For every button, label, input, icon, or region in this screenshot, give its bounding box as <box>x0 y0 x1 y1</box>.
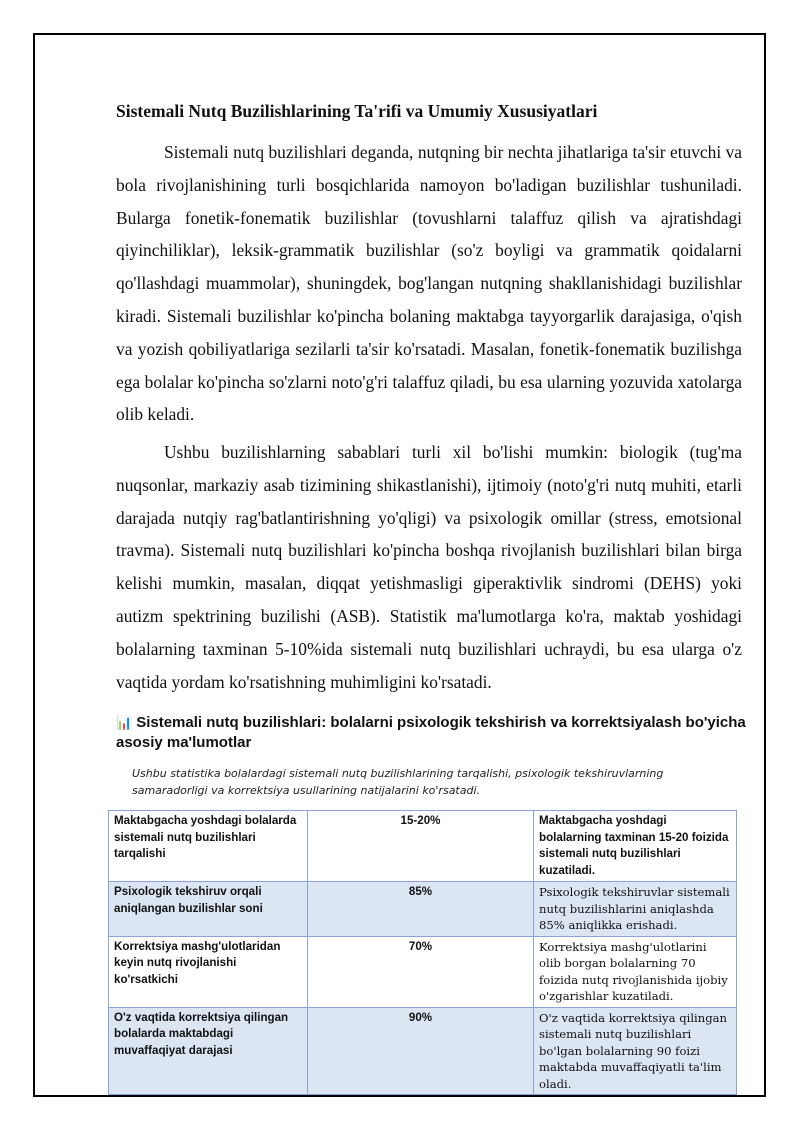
table-row <box>109 936 737 1007</box>
row-value: 15-20% <box>308 811 534 882</box>
row-note: Korrektsiya mashg'ulotlarini olib borgan bolalarning 70 foizida nutq rivojlanishida ijobiy o'zgarishlar kuzatiladi. <box>534 936 737 1007</box>
row-value: 90% <box>308 1007 534 1095</box>
table-row <box>109 882 737 937</box>
row-note: Maktabgacha yoshdagi bolalarning taxminan 15-20 foizida sistemali nutq buzilishlari kuzatiladi. <box>534 811 737 882</box>
row-label: Psixologik tekshiruv orqali aniqlangan buzilishlar soni <box>109 882 308 937</box>
paragraph-definition: Sistemali nutq buzilishlari deganda, nutqning bir nechta jihatlariga ta'sir etuvchi va bola rivojlanishining turli bosqichlarida namoyon bo'ladigan buzilishlar tushuniladi. Bularga fonetik-fonematik buzilishlar (tovushlarni talaffuz qilish va ajratishdagi qiyinchiliklar), leksik-grammatik buzilishlar (so'z boyligi va grammatik qoidalarni qo'llashdagi muammolar), shuningdek, bog'langan nutqning shakllanishidagi buzilishlar kiradi. Sistemali buzilishlar ko'pincha bolaning maktabga tayyorgarlik darajasiga, o'qish va yozish qobiliyatlariga sezilarli ta'sir ko'rsatadi. Masalan, fonetik-fonematik buzilishga ega bolalar ko'pincha so'zlarni noto'g'ri talaffuz qiladi, bu esa ularning yozuvida xatolarga olib keladi. <box>116 142 742 425</box>
stats-title <box>116 713 746 753</box>
row-note: O'z vaqtida korrektsiya qilingan sistemali nutq buzilishlari bo'lgan bolalarning 90 foizi maktabda muvaffaqiyatli ta'lim oladi. <box>534 1007 737 1095</box>
table-row <box>109 811 737 882</box>
stats-description: Ushbu statistika bolalardagi sistemali nutq buzilishlarining tarqalishi, psixologik tekshiruvlarning samaradorligi va korrektsiya usullarining natijalarini ko'rsatadi. <box>132 767 664 797</box>
row-label: O'z vaqtida korrektsiya qilingan bolalarda maktabdagi muvaffaqiyat darajasi <box>109 1007 308 1095</box>
stats-title-text: Sistemali nutq buzilishlari: bolalarni psixologik tekshirish va korrektsiyalash bo'yicha asosiy ma'lumotlar <box>116 714 746 751</box>
section-heading: Sistemali Nutq Buzilishlarining Ta'rifi va Umumiy Xususiyatlari <box>116 101 598 121</box>
row-value: 85% <box>308 882 534 937</box>
row-label: Maktabgacha yoshdagi bolalarda sistemali nutq buzilishlari tarqalishi <box>109 811 308 882</box>
stats-table <box>108 810 737 1095</box>
table-row <box>109 1007 737 1095</box>
row-note: Psixologik tekshiruvlar sistemali nutq buzilishlarini aniqlashda 85% aniqlikka erishadi. <box>534 882 737 937</box>
bar-chart-icon: 📊 <box>116 715 133 730</box>
paragraph-causes: Ushbu buzilishlarning sabablari turli xil bo'lishi mumkin: biologik (tug'ma nuqsonlar, markaziy asab tizimining shikastlanishi), ijtimoiy (noto'g'ri nutq muhiti, etarli darajada nutqiy rag'batlantirishning yo'qligi) va psixologik omillar (stress, emotsional travma). Sistemali nutq buzilishlari ko'pincha boshqa rivojlanish buzilishlari bilan birga kelishi mumkin, masalan, diqqat yetishmasligi giperaktivlik sindromi (DEHS) yoki autizm spektrining buzilishi (ASB). Statistik ma'lumotlarga ko'ra, maktab yoshidagi bolalarning taxminan 5-10%ida sistemali nutq buzilishlari uchraydi, bu esa ularga o'z vaqtida yordam ko'rsatishning muhimligini ko'rsatadi. <box>116 442 742 692</box>
row-label: Korrektsiya mashg'ulotlaridan keyin nutq rivojlanishi ko'rsatkichi <box>109 936 308 1007</box>
row-value: 70% <box>308 936 534 1007</box>
